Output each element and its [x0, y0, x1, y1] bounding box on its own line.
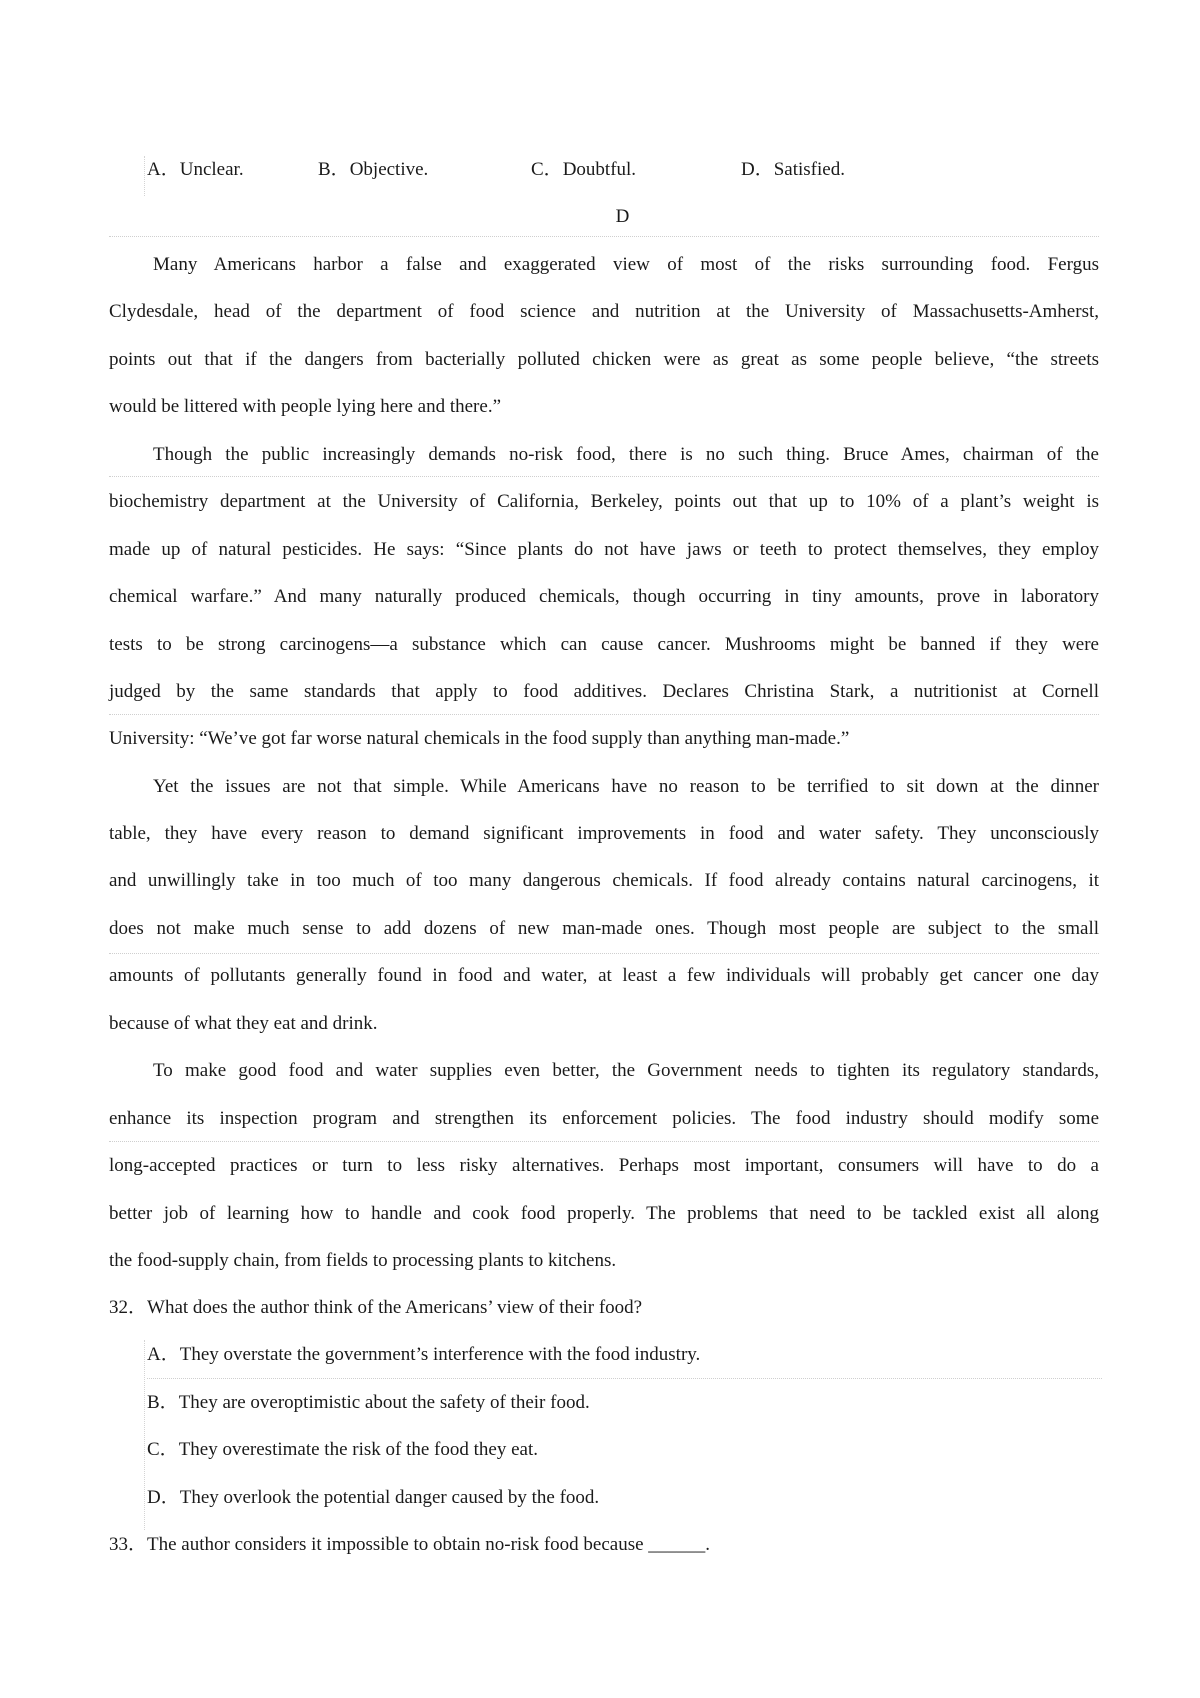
passage-line: made up of natural pesticides. He says: “Since plants do not have jaws or teeth to protect themselves, they employ — [109, 539, 1099, 560]
passage-line: Though the public increasingly demands no-risk food, there is no such thing. Bruce Ames, chairman of the — [153, 444, 1099, 465]
passage-line: enhance its inspection program and strengthen its enforcement policies. The food industry should modify some — [109, 1108, 1099, 1129]
question-stem: What does the author think of the Americans’ view of their food? — [147, 1297, 643, 1318]
question-33 — [109, 1533, 1099, 1557]
passage-line: because of what they eat and drink. — [109, 1013, 378, 1034]
question-32-option-c: C．They overestimate the risk of the food they eat. — [147, 1439, 538, 1460]
question-32-option-b: B．They are overoptimistic about the safety of their food. — [147, 1392, 590, 1413]
question-stem: The author considers it impossible to obtain no-risk food because ______. — [147, 1534, 711, 1555]
dotted-rule — [144, 156, 145, 196]
question-32 — [109, 1296, 1099, 1320]
prev-option-a: A．Unclear. — [147, 159, 244, 180]
dotted-rule — [109, 236, 1099, 237]
passage-line: better job of learning how to handle and cook food properly. The problems that need to be tackled exist all along — [109, 1203, 1099, 1224]
passage-line: University: “We’ve got far worse natural chemicals in the food supply than anything man-made.” — [109, 728, 850, 749]
passage-line: table, they have every reason to demand significant improvements in food and water safety. They unconsciously — [109, 823, 1099, 844]
passage-line: the food-supply chain, from fields to processing plants to kitchens. — [109, 1250, 617, 1271]
passage-label: D — [615, 206, 630, 227]
question-32-option-d: D．They overlook the potential danger caused by the food. — [147, 1487, 600, 1508]
passage-line: points out that if the dangers from bacterially polluted chicken were as great as some people believe, “the streets — [109, 349, 1099, 370]
dotted-rule — [144, 1340, 145, 1530]
question-32-option-a: A．They overstate the government’s interference with the food industry. — [147, 1344, 701, 1365]
passage-line: long-accepted practices or turn to less risky alternatives. Perhaps most important, consumers will have to do a — [109, 1155, 1099, 1176]
question-number: 33． — [109, 1534, 148, 1555]
dotted-rule — [109, 1141, 1099, 1142]
prev-option-d: D．Satisfied. — [741, 159, 845, 180]
passage-line: biochemistry department at the University of California, Berkeley, points out that up to 10% of a plant’s weight is — [109, 491, 1099, 512]
passage-line: To make good food and water supplies even better, the Government needs to tighten its regulatory standards, — [153, 1060, 1099, 1081]
dotted-rule — [147, 1378, 1102, 1379]
passage-line: chemical warfare.” And many naturally produced chemicals, though occurring in tiny amounts, prove in laboratory — [109, 586, 1099, 607]
dotted-rule — [109, 714, 1099, 715]
dotted-rule — [109, 953, 1099, 954]
passage-line: amounts of pollutants generally found in food and water, at least a few individuals will probably get cancer one day — [109, 965, 1099, 986]
passage-line: Yet the issues are not that simple. While Americans have no reason to be terrified to sit down at the dinner — [153, 776, 1099, 797]
passage-line: would be littered with people lying here and there.” — [109, 396, 502, 417]
passage-line: Clydesdale, head of the department of food science and nutrition at the University of Massachusetts-Amherst, — [109, 301, 1099, 322]
passage-line: and unwillingly take in too much of too many dangerous chemicals. If food already contains natural carcinogens, it — [109, 870, 1099, 891]
question-number: 32． — [109, 1297, 148, 1318]
dotted-rule — [109, 476, 1099, 477]
passage-line: judged by the same standards that apply to food additives. Declares Christina Stark, a nutritionist at Cornell — [109, 681, 1099, 702]
prev-option-c: C．Doubtful. — [531, 159, 637, 180]
passage-line: tests to be strong carcinogens—a substance which can cause cancer. Mushrooms might be banned if they were — [109, 634, 1099, 655]
prev-option-b: B．Objective. — [318, 159, 429, 180]
passage-line: does not make much sense to add dozens of new man-made ones. Though most people are subject to the small — [109, 918, 1099, 939]
passage-line: Many Americans harbor a false and exaggerated view of most of the risks surrounding food. Fergus — [153, 254, 1099, 275]
